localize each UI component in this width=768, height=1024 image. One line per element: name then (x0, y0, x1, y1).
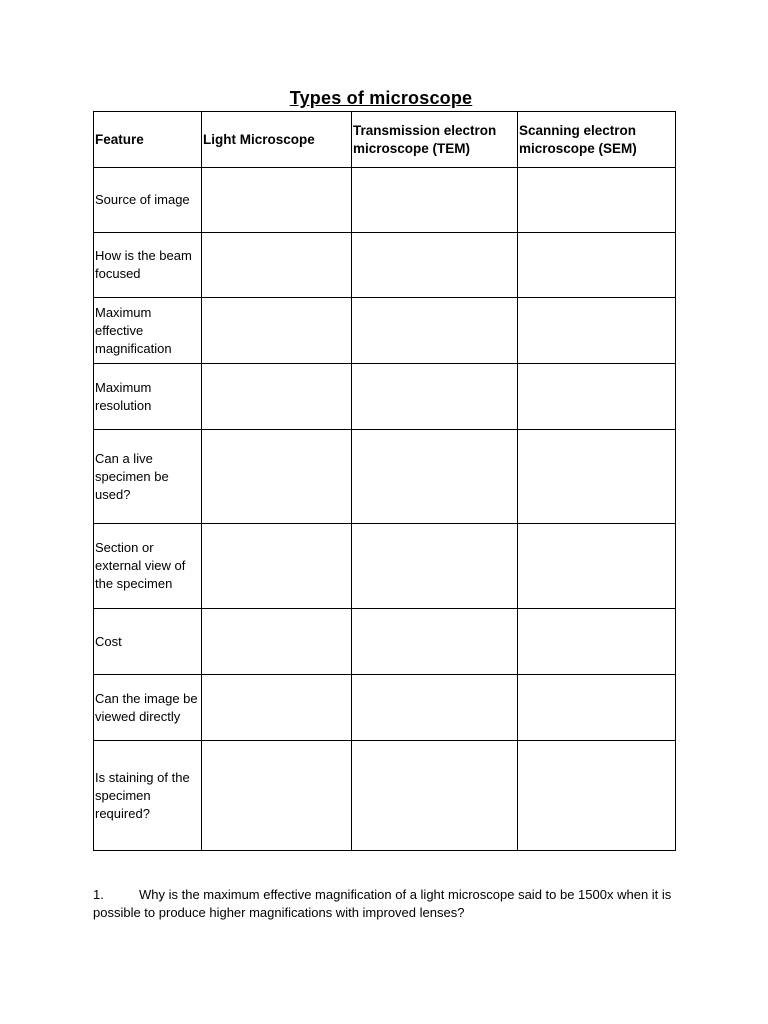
feature-cell: Maximum resolution (94, 364, 202, 430)
header-feature: Feature (94, 112, 202, 168)
answer-cell-light[interactable] (202, 675, 352, 741)
table-row (94, 430, 676, 524)
feature-cell: Can the image be viewed directly (94, 675, 202, 741)
answer-cell-sem[interactable] (518, 675, 676, 741)
answer-cell-tem[interactable] (352, 298, 518, 364)
feature-cell: Cost (94, 609, 202, 675)
feature-cell: Is staining of the specimen required? (94, 741, 202, 851)
table-row (94, 524, 676, 609)
answer-cell-light[interactable] (202, 364, 352, 430)
microscope-comparison-table (93, 111, 676, 851)
answer-cell-sem[interactable] (518, 609, 676, 675)
table-row (94, 609, 676, 675)
answer-cell-light[interactable] (202, 168, 352, 233)
answer-cell-light[interactable] (202, 609, 352, 675)
answer-cell-tem[interactable] (352, 364, 518, 430)
table-row (94, 298, 676, 364)
answer-cell-sem[interactable] (518, 233, 676, 298)
table-row (94, 233, 676, 298)
answer-cell-sem[interactable] (518, 741, 676, 851)
answer-cell-tem[interactable] (352, 524, 518, 609)
header-tem: Transmission electron microscope (TEM) (352, 112, 518, 168)
answer-cell-tem[interactable] (352, 430, 518, 524)
table-row (94, 675, 676, 741)
answer-cell-light[interactable] (202, 298, 352, 364)
answer-cell-sem[interactable] (518, 364, 676, 430)
feature-cell: How is the beam focused (94, 233, 202, 298)
answer-cell-light[interactable] (202, 524, 352, 609)
answer-cell-tem[interactable] (352, 741, 518, 851)
question-text: Why is the maximum effective magnification of a light microscope said to be 1500x when it is possible to produce higher magnifications with improved lenses? (93, 887, 672, 920)
answer-cell-tem[interactable] (352, 168, 518, 233)
answer-cell-light[interactable] (202, 233, 352, 298)
question-number: 1. (93, 887, 104, 902)
answer-cell-sem[interactable] (518, 298, 676, 364)
page-title: Types of microscope (289, 88, 473, 108)
answer-cell-tem[interactable] (352, 675, 518, 741)
answer-cell-tem[interactable] (352, 233, 518, 298)
question-1 (93, 886, 683, 922)
answer-cell-light[interactable] (202, 430, 352, 524)
header-light-microscope: Light Microscope (202, 112, 352, 168)
answer-cell-sem[interactable] (518, 430, 676, 524)
answer-cell-tem[interactable] (352, 609, 518, 675)
table-row (94, 741, 676, 851)
table-header-row (94, 112, 676, 168)
answer-cell-sem[interactable] (518, 168, 676, 233)
feature-cell: Can a live specimen be used? (94, 430, 202, 524)
feature-cell: Section or external view of the specimen (94, 524, 202, 609)
feature-cell: Maximum effective magnification (94, 298, 202, 364)
header-sem: Scanning electron microscope (SEM) (518, 112, 676, 168)
table-row (94, 168, 676, 233)
table-row (94, 364, 676, 430)
feature-cell: Source of image (94, 168, 202, 233)
answer-cell-light[interactable] (202, 741, 352, 851)
answer-cell-sem[interactable] (518, 524, 676, 609)
